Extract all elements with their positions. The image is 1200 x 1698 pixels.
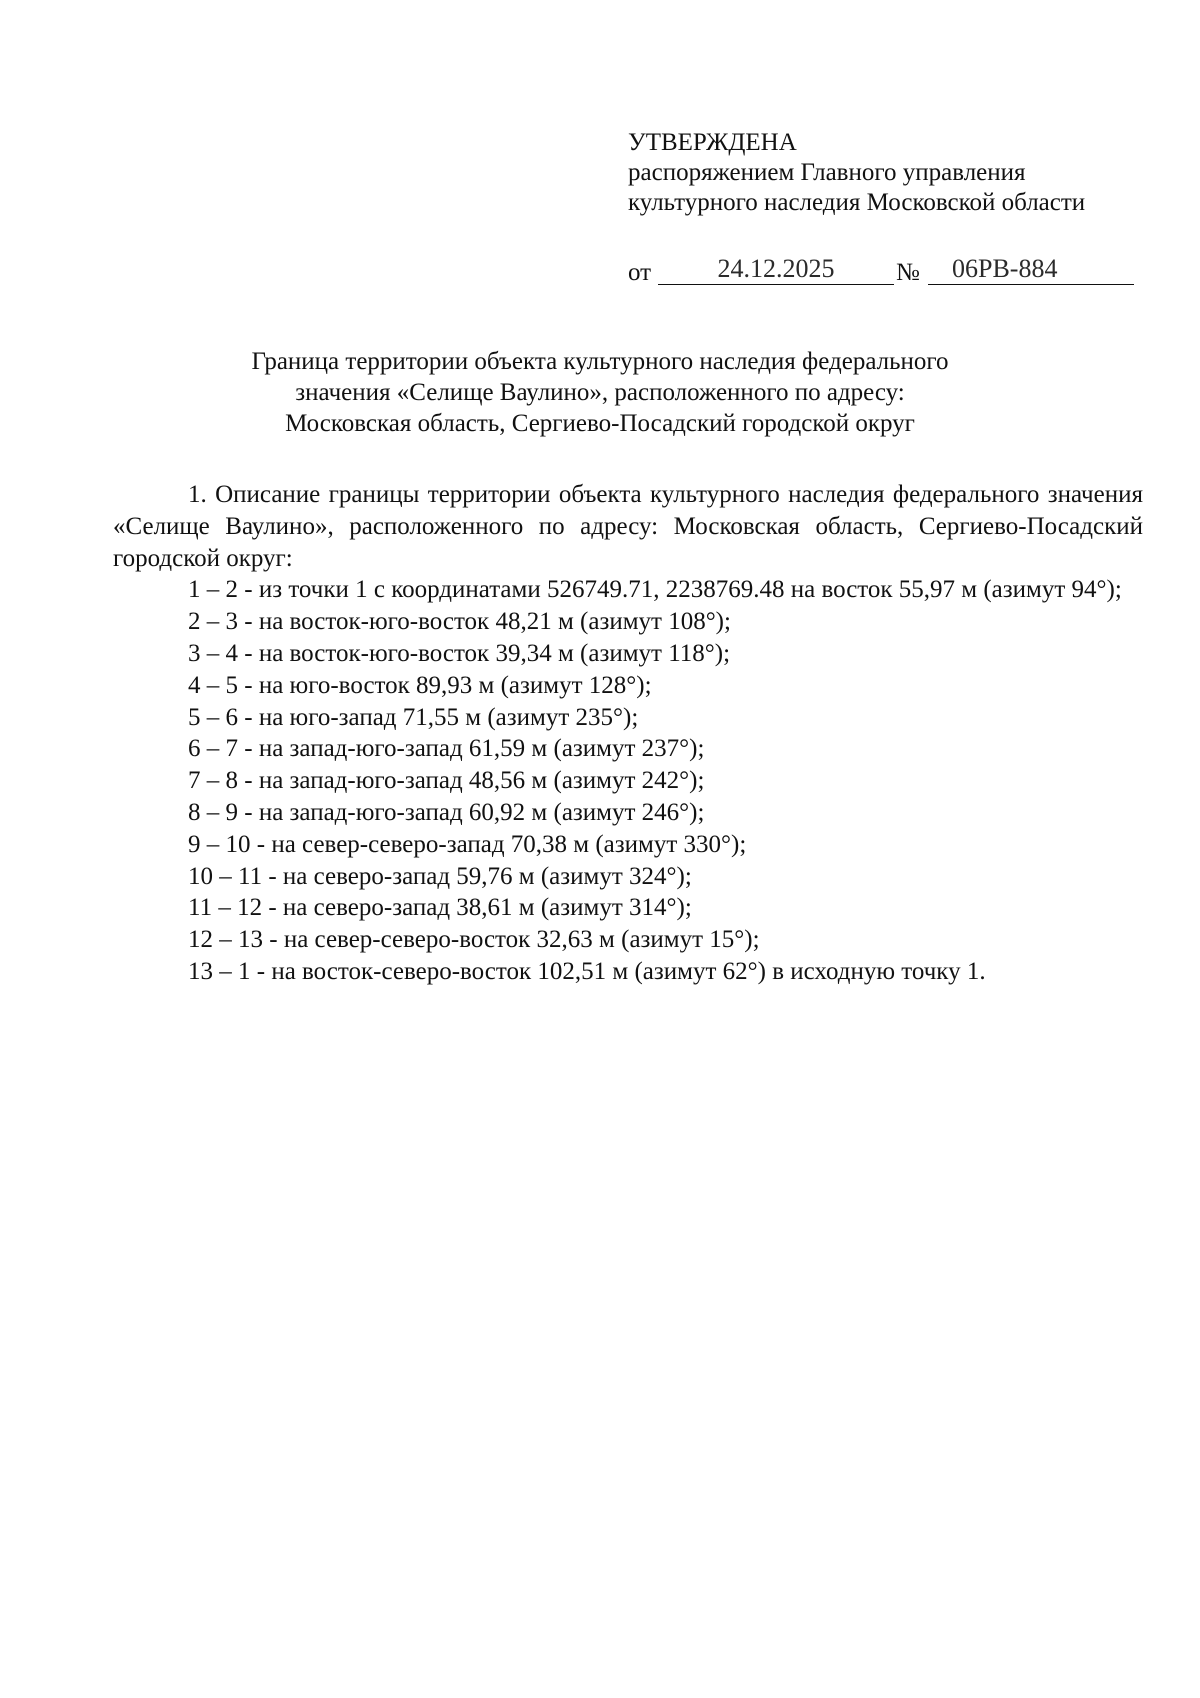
title-line-3: Московская область, Сергиево-Посадский городской округ — [285, 410, 915, 437]
boundary-segment: 4 – 5 - на юго-восток 89,93 м (азимут 128°); — [188, 671, 652, 699]
order-number: 06РВ-884 — [928, 254, 1134, 285]
boundary-segment: 2 – 3 - на восток-юго-восток 48,21 м (азимут 108°); — [188, 608, 731, 636]
order-date: 24.12.2025 — [658, 254, 894, 285]
date-label: от — [628, 259, 652, 286]
approval-stamp — [628, 128, 1085, 218]
number-label: № — [896, 259, 920, 286]
approval-line-1: распоряжением Главного управления — [628, 159, 1026, 186]
boundary-description — [113, 479, 1143, 988]
boundary-segment: 3 – 4 - на восток-юго-восток 39,34 м (азимут 118°); — [188, 639, 731, 667]
boundary-segment: 6 – 7 - на запад-юго-запад 61,59 м (азимут 237°); — [188, 735, 705, 763]
approval-heading: УТВЕРЖДЕНА — [628, 129, 797, 156]
boundary-segment: 10 – 11 - на северо-запад 59,76 м (азимут 324°); — [188, 862, 692, 890]
boundary-segment: 9 – 10 - на север-северо-запад 70,38 м (азимут 330°); — [188, 830, 747, 858]
section-intro: 1. Описание границы территории объекта культурного наследия федерального значения «Селище Ваулино», расположенного по адресу: Московская область, Сергиево-Посадский городской округ: — [113, 481, 1143, 572]
order-reference — [628, 250, 1134, 290]
approval-line-2: культурного наследия Московской области — [628, 189, 1086, 216]
boundary-segment: 5 – 6 - на юго-запад 71,55 м (азимут 235°); — [188, 703, 639, 731]
boundary-segment: 8 – 9 - на запад-юго-запад 60,92 м (азимут 246°); — [188, 798, 705, 826]
boundary-segment: 13 – 1 - на восток-северо-восток 102,51 м (азимут 62°) в исходную точку 1. — [188, 957, 986, 985]
boundary-segment: 7 – 8 - на запад-юго-запад 48,56 м (азимут 242°); — [188, 767, 705, 795]
title-line-1: Граница территории объекта культурного наследия федерального — [251, 348, 949, 375]
boundary-segment-first: 1 – 2 - из точки 1 с координатами 526749.71, 2238769.48 на восток 55,97 м (азимут 94°); — [188, 576, 1122, 604]
boundary-segment: 11 – 12 - на северо-запад 38,61 м (азимут 314°); — [188, 894, 692, 922]
document-title — [0, 346, 1200, 439]
boundary-segment: 12 – 13 - на север-северо-восток 32,63 м (азимут 15°); — [188, 926, 760, 954]
title-line-2: значения «Селище Ваулино», расположенного по адресу: — [295, 379, 905, 406]
